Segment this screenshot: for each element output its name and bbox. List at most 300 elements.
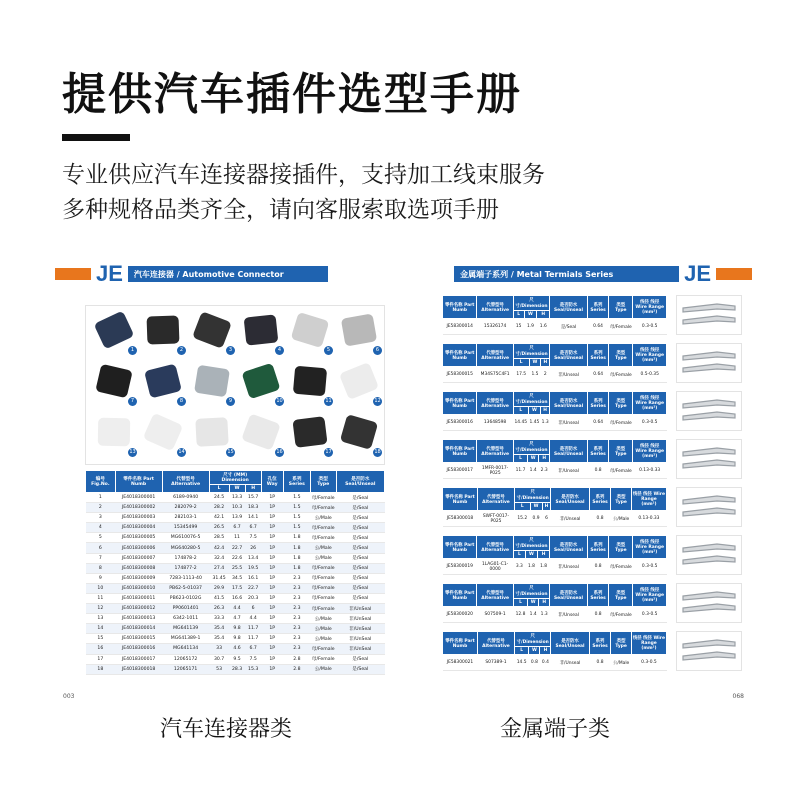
- connector-thumbnail: [286, 412, 334, 458]
- table-cell: 母/Female: [609, 367, 633, 383]
- table-header: 零件名称 Part Numb: [443, 392, 477, 415]
- connector-image: [192, 311, 232, 349]
- terminal-image: [676, 439, 742, 479]
- table-header: 孔位 Way: [261, 471, 283, 493]
- table-cell: JE4018300007: [115, 553, 162, 563]
- table-cell: 1P: [261, 543, 283, 553]
- table-cell: 公/Male: [611, 655, 631, 671]
- table-header: 是否防水 Seal/Unseal: [550, 296, 588, 319]
- table-cell: 3.3: [513, 559, 525, 575]
- table-cell: 母/Female: [310, 573, 336, 583]
- table-cell: JE4018300014: [115, 624, 162, 634]
- terminal-block: [442, 487, 742, 527]
- table-cell: 41.5: [209, 593, 229, 603]
- table-cell: 1P: [261, 513, 283, 523]
- title-underline: [62, 134, 130, 141]
- table-header: 系列 Series: [283, 471, 310, 493]
- page-header: [454, 263, 752, 285]
- table-header: 是否防水 Seal/Unseal: [550, 536, 588, 559]
- table-cell: M34S75C4F1: [477, 367, 514, 383]
- table-cell: 20.3: [245, 593, 261, 603]
- section-title: 汽车连接器 / Automotive Connector: [128, 266, 328, 282]
- table-cell: 2.3: [539, 463, 550, 479]
- terminal-block: [442, 439, 742, 479]
- table-cell: 1.5: [529, 367, 541, 383]
- table-header: 代替型号 Alternative: [477, 488, 514, 511]
- figure-number-badge: 4: [275, 346, 284, 355]
- table-cell: 公/Male: [310, 634, 336, 644]
- table-cell: 非/UnSeal: [336, 614, 384, 624]
- table-cell: 7283-1113-40: [162, 573, 209, 583]
- table-header: L: [513, 455, 527, 463]
- connector-image: [144, 364, 182, 399]
- catalog-page-terminals: [412, 255, 752, 705]
- table-header: 代替型号 Alternative: [477, 344, 514, 367]
- table-cell: 5: [86, 533, 116, 543]
- table-cell: MG641389-1: [162, 634, 209, 644]
- connector-thumbnail: [188, 310, 236, 356]
- table-cell: 14.1: [245, 513, 261, 523]
- table-cell: 14: [86, 624, 116, 634]
- table-cell: 33: [209, 644, 229, 654]
- table-header: 系列 Series: [587, 584, 608, 607]
- table-cell: JE4018300010: [115, 583, 162, 593]
- figure-number-badge: 5: [324, 346, 333, 355]
- terminal-spec-table: [442, 439, 667, 479]
- connector-thumbnail: [286, 361, 334, 407]
- figure-number-badge: 3: [226, 346, 235, 355]
- table-cell: MG610076-5: [162, 533, 209, 543]
- table-cell: 0.3-0.5: [631, 655, 666, 671]
- table-header: L: [513, 359, 529, 367]
- table-cell: JE4018300018: [115, 664, 162, 674]
- table-cell: 17.5: [229, 583, 245, 593]
- table-cell: 42.1: [209, 513, 229, 523]
- table-cell: 1P: [261, 493, 283, 503]
- table-cell: 13.3: [229, 493, 245, 503]
- table-header: L: [513, 311, 524, 319]
- table-cell: 28.3: [229, 664, 245, 674]
- table-header: 零件名称 Part Numb: [115, 471, 162, 493]
- table-cell: 9.5: [229, 654, 245, 664]
- table-cell: 非/Unseal: [551, 511, 589, 527]
- terminal-spec-table: [442, 631, 667, 671]
- table-cell: 33.3: [209, 614, 229, 624]
- table-cell: 1.5: [283, 493, 310, 503]
- table-cell: JE4018300001: [115, 493, 162, 503]
- table-cell: 10.3: [229, 503, 245, 513]
- table-header: 代替型号 Alternative: [477, 632, 514, 655]
- table-header: 是否防水 Seal/Unseal: [550, 440, 588, 463]
- table-cell: 1P: [261, 664, 283, 674]
- table-cell: 0.4: [540, 655, 551, 671]
- table-cell: JE4018300013: [115, 614, 162, 624]
- figure-number-badge: 1: [128, 346, 137, 355]
- table-header: 尺寸/Dimension: [513, 392, 550, 407]
- table-cell: 0.64: [587, 319, 608, 335]
- table-header: 是否防水 Seal/Unseal: [550, 584, 588, 607]
- table-cell: 10: [86, 583, 116, 593]
- table-cell: MG641139: [162, 624, 209, 634]
- table-cell: 1P: [261, 523, 283, 533]
- table-cell: 非/Unseal: [551, 655, 589, 671]
- connector-spec-table: [85, 470, 385, 675]
- table-cell: PB623-0102G: [162, 593, 209, 603]
- table-cell: 是/Seal: [336, 583, 384, 593]
- table-cell: 1P: [261, 614, 283, 624]
- brand-logo: JE: [96, 261, 123, 286]
- table-cell: 15345499: [162, 523, 209, 533]
- table-cell: SWFT-0017-P025: [477, 511, 514, 527]
- table-cell: JE4018300012: [115, 604, 162, 614]
- table-cell: 1.8: [525, 559, 537, 575]
- table-header: L: [513, 407, 528, 415]
- table-cell: 19.5: [245, 563, 261, 573]
- table-cell: JE4018300017: [115, 654, 162, 664]
- connector-image: [291, 312, 330, 348]
- table-cell: 6: [542, 511, 551, 527]
- table-cell: 2.3: [283, 583, 310, 593]
- table-header: 尺寸/Dimension: [514, 488, 551, 503]
- connector-image: [95, 364, 132, 398]
- table-header: W: [528, 455, 539, 463]
- table-header: 零件名称 Part Numb: [443, 632, 478, 655]
- terminal-block: [442, 535, 742, 575]
- table-cell: JE4018300003: [115, 513, 162, 523]
- table-header: 零件名称 Part Numb: [443, 536, 477, 559]
- table-header: L: [514, 647, 528, 655]
- table-cell: 14.45: [513, 415, 528, 431]
- table-cell: 13.4: [245, 553, 261, 563]
- table-cell: 14.5: [514, 655, 528, 671]
- table-cell: 母/Female: [310, 563, 336, 573]
- table-cell: 4.4: [229, 604, 245, 614]
- table-cell: 174878-2: [162, 553, 209, 563]
- connector-image: [241, 413, 281, 450]
- figure-number-badge: 16: [276, 449, 283, 455]
- table-cell: 公/Male: [310, 543, 336, 553]
- terminal-block: [442, 583, 742, 623]
- table-header: 系列 Series: [589, 632, 611, 655]
- table-header: 零件名称 Part Numb: [443, 488, 478, 511]
- table-cell: 15326174: [477, 319, 513, 335]
- table-cell: 174877-2: [162, 563, 209, 573]
- table-header: 是否防水 Seal/Unseal: [551, 488, 589, 511]
- table-cell: 母/Female: [609, 607, 633, 623]
- table-cell: JE4018300004: [115, 523, 162, 533]
- terminal-image: [676, 391, 742, 431]
- connector-thumbnail: [188, 412, 236, 458]
- table-cell: 2.3: [283, 593, 310, 603]
- table-cell: 7.5: [245, 654, 261, 664]
- table-cell: 1P: [261, 644, 283, 654]
- table-cell: 1P: [261, 503, 283, 513]
- connector-image: [341, 313, 377, 346]
- table-header: 线径 线径 Wire Range (mm²): [633, 296, 667, 319]
- table-header: W: [528, 407, 540, 415]
- table-cell: 2.3: [283, 614, 310, 624]
- table-header: 编号 Fig.No.: [86, 471, 116, 493]
- table-cell: 0.5-0.35: [633, 367, 667, 383]
- table-header: 系列 Series: [589, 488, 611, 511]
- table-row: [86, 543, 385, 553]
- table-cell: 公/Male: [310, 664, 336, 674]
- table-cell: 282079-2: [162, 503, 209, 513]
- table-cell: 是/Seal: [336, 593, 384, 603]
- table-cell: 母/Female: [609, 415, 633, 431]
- table-cell: 0.13-0.33: [633, 463, 667, 479]
- table-cell: 4.6: [229, 644, 245, 654]
- terminal-image: [676, 343, 742, 383]
- table-cell: JE58300021: [443, 655, 478, 671]
- orange-accent: [55, 268, 91, 280]
- table-cell: 母/Female: [609, 463, 633, 479]
- table-cell: MG641134: [162, 644, 209, 654]
- table-header: L: [514, 503, 530, 511]
- connector-thumbnail: [237, 412, 285, 458]
- table-cell: 18: [86, 664, 116, 674]
- table-header: 系列 Series: [587, 392, 608, 415]
- connector-thumbnail: [139, 361, 187, 407]
- table-cell: 6: [245, 604, 261, 614]
- table-cell: 11.7: [513, 463, 527, 479]
- table-cell: 是/Seal: [336, 533, 384, 543]
- table-row: [443, 655, 667, 671]
- table-header: 系列 Series: [587, 296, 608, 319]
- table-cell: 非/UnSeal: [336, 624, 384, 634]
- table-header: 尺寸/Dimension: [513, 344, 549, 359]
- table-cell: JE4018300015: [115, 634, 162, 644]
- table-cell: 24.5: [209, 493, 229, 503]
- table-cell: 1.8: [283, 543, 310, 553]
- table-cell: 1.5: [283, 523, 310, 533]
- table-row: [86, 533, 385, 543]
- table-header: H: [537, 311, 550, 319]
- table-header: 尺寸/Dimension: [513, 536, 549, 551]
- figure-number-badge: 15: [227, 449, 234, 455]
- caption-terminals: 金属端子类: [500, 717, 611, 742]
- table-row: [86, 614, 385, 624]
- orange-accent: [716, 268, 752, 280]
- table-cell: 0.8: [587, 559, 608, 575]
- table-cell: 1P: [261, 604, 283, 614]
- subtitle-line-2: 多种规格品类齐全，请向客服索取选项手册: [62, 197, 499, 223]
- table-cell: 母/Female: [310, 583, 336, 593]
- table-cell: 7.5: [245, 533, 261, 543]
- table-header: 线径 线径 Wire Range (mm²): [633, 536, 667, 559]
- table-cell: 2.3: [283, 604, 310, 614]
- terminal-spec-table: [442, 583, 667, 623]
- table-header: 是否防水 Seal/Unseal: [336, 471, 384, 493]
- table-cell: JE4018300011: [115, 593, 162, 603]
- table-header: H: [245, 485, 261, 493]
- figure-number-badge: 18: [374, 449, 381, 455]
- table-cell: 15.3: [245, 664, 261, 674]
- table-cell: 非/Unseal: [550, 559, 588, 575]
- subtitle: [62, 158, 545, 228]
- table-cell: 母/Female: [310, 523, 336, 533]
- table-cell: 15.2: [514, 511, 530, 527]
- table-cell: 公/Male: [310, 624, 336, 634]
- terminal-image: [676, 583, 742, 623]
- terminal-block: [442, 391, 742, 431]
- table-cell: 2.8: [283, 654, 310, 664]
- catalog-page-connectors: [55, 255, 395, 705]
- connector-image: [98, 418, 130, 447]
- table-cell: 母/Female: [310, 593, 336, 603]
- table-cell: JE58300014: [443, 319, 477, 335]
- terminal-image: [676, 295, 742, 335]
- figure-number-badge: 8: [177, 397, 186, 406]
- table-cell: 2.8: [283, 664, 310, 674]
- table-cell: MG640280-5: [162, 543, 209, 553]
- table-cell: 0.3-0.5: [633, 415, 667, 431]
- table-cell: 53: [209, 664, 229, 674]
- figure-number-badge: 2: [177, 346, 186, 355]
- table-cell: 6: [86, 543, 116, 553]
- table-cell: 6189-0940: [162, 493, 209, 503]
- table-cell: 26.5: [209, 523, 229, 533]
- table-header: 类型 Type: [609, 584, 633, 607]
- figure-number-badge: 9: [226, 397, 235, 406]
- figure-number-badge: 13: [129, 449, 136, 455]
- table-cell: 公/Male: [310, 553, 336, 563]
- table-cell: 非/UnSeal: [336, 634, 384, 644]
- table-cell: JE58300019: [443, 559, 477, 575]
- table-header: 系列 Series: [587, 344, 608, 367]
- table-cell: 4.4: [245, 614, 261, 624]
- table-cell: 1.8: [538, 559, 550, 575]
- table-cell: 1MFR-0017-P025: [477, 463, 513, 479]
- table-header: 线径 线径 Wire Range (mm²): [633, 440, 667, 463]
- table-row: [86, 553, 385, 563]
- table-cell: 母/Female: [310, 533, 336, 543]
- table-cell: 42.4: [209, 543, 229, 553]
- table-cell: 1P: [261, 563, 283, 573]
- table-cell: 是/Seal: [336, 503, 384, 513]
- table-cell: 1P: [261, 654, 283, 664]
- table-cell: 28.5: [209, 533, 229, 543]
- table-cell: JE58300020: [443, 607, 477, 623]
- table-cell: 0.3-0.5: [633, 559, 667, 575]
- table-header: L: [513, 599, 527, 607]
- table-row: [86, 513, 385, 523]
- table-cell: 0.64: [587, 415, 608, 431]
- table-cell: 公/Male: [310, 513, 336, 523]
- table-cell: 0.8: [587, 463, 608, 479]
- table-row: [86, 583, 385, 593]
- table-header: 类型 Type: [609, 536, 633, 559]
- table-cell: 1.5: [283, 513, 310, 523]
- table-cell: 6.7: [245, 644, 261, 654]
- table-cell: PB62-5-01037: [162, 583, 209, 593]
- table-cell: 15: [86, 634, 116, 644]
- connector-thumbnail: [237, 361, 285, 407]
- table-header: 代替型号 Alternative: [477, 392, 513, 415]
- table-cell: 6.7: [245, 523, 261, 533]
- table-cell: 是/Seal: [336, 553, 384, 563]
- table-header: 是否防水 Seal/Unseal: [550, 344, 588, 367]
- table-header: W: [229, 485, 245, 493]
- table-cell: 13648598: [477, 415, 513, 431]
- connector-image: [292, 416, 327, 448]
- table-cell: 是/Seal: [336, 513, 384, 523]
- table-cell: 母/Female: [609, 559, 633, 575]
- table-cell: 27.4: [209, 563, 229, 573]
- table-cell: 是/Seal: [336, 664, 384, 674]
- table-cell: 22.7: [245, 583, 261, 593]
- table-row: [86, 563, 385, 573]
- table-header: 类型 Type: [609, 440, 633, 463]
- table-cell: 16.1: [245, 573, 261, 583]
- table-cell: 1.45: [528, 415, 540, 431]
- terminal-block: [442, 343, 742, 383]
- figure-number-badge: 11: [325, 398, 332, 404]
- table-cell: 13.9: [229, 513, 245, 523]
- table-header: 线径 线径 Wire Range (mm²): [633, 584, 667, 607]
- connector-thumbnail: [90, 310, 138, 356]
- table-row: [86, 644, 385, 654]
- table-row: [443, 559, 667, 575]
- table-cell: 母/Female: [310, 654, 336, 664]
- table-cell: JE58300015: [443, 367, 477, 383]
- table-cell: 2.3: [283, 634, 310, 644]
- table-row: [443, 463, 667, 479]
- table-cell: 9.8: [229, 634, 245, 644]
- table-header: W: [530, 503, 542, 511]
- terminal-image: [676, 535, 742, 575]
- table-row: [86, 654, 385, 664]
- table-cell: 母/Female: [310, 503, 336, 513]
- terminal-spec-table: [442, 295, 667, 335]
- table-cell: JE4018300016: [115, 644, 162, 654]
- connector-thumbnail: [90, 412, 138, 458]
- table-row: [86, 624, 385, 634]
- table-header: 代替型号 Alternative: [477, 296, 513, 319]
- table-row: [86, 664, 385, 674]
- connector-image: [340, 414, 378, 450]
- table-header: 代替型号 Alternative: [477, 584, 513, 607]
- table-cell: 2: [541, 367, 550, 383]
- table-header: 尺寸/Dimension: [513, 296, 549, 311]
- table-header: H: [542, 503, 551, 511]
- table-cell: 6342-1011: [162, 614, 209, 624]
- brand-logo: JE: [684, 261, 711, 286]
- table-cell: 7: [86, 553, 116, 563]
- connector-image: [194, 365, 230, 398]
- table-header: 类型 Type: [609, 392, 633, 415]
- table-cell: 11: [229, 533, 245, 543]
- table-cell: 1LAG01-C1-0000: [477, 559, 513, 575]
- table-row: [86, 604, 385, 614]
- table-cell: 31.45: [209, 573, 229, 583]
- table-header: 尺寸 (MM) Dimension: [209, 471, 261, 485]
- connector-thumbnail: [237, 310, 285, 356]
- table-header: 类型 Type: [609, 344, 633, 367]
- connector-image: [195, 417, 228, 447]
- caption-connectors: 汽车连接器类: [160, 717, 293, 742]
- table-header: 零件名称 Part Numb: [443, 296, 477, 319]
- terminal-image: [676, 631, 742, 671]
- table-cell: 1: [86, 493, 116, 503]
- table-cell: 母/Female: [609, 319, 633, 335]
- table-cell: 0.64: [587, 367, 608, 383]
- table-header: H: [540, 407, 549, 415]
- page-number: 003: [63, 693, 75, 700]
- table-cell: 是/Seal: [336, 543, 384, 553]
- table-cell: 16.6: [229, 593, 245, 603]
- table-header: 类型 Type: [310, 471, 336, 493]
